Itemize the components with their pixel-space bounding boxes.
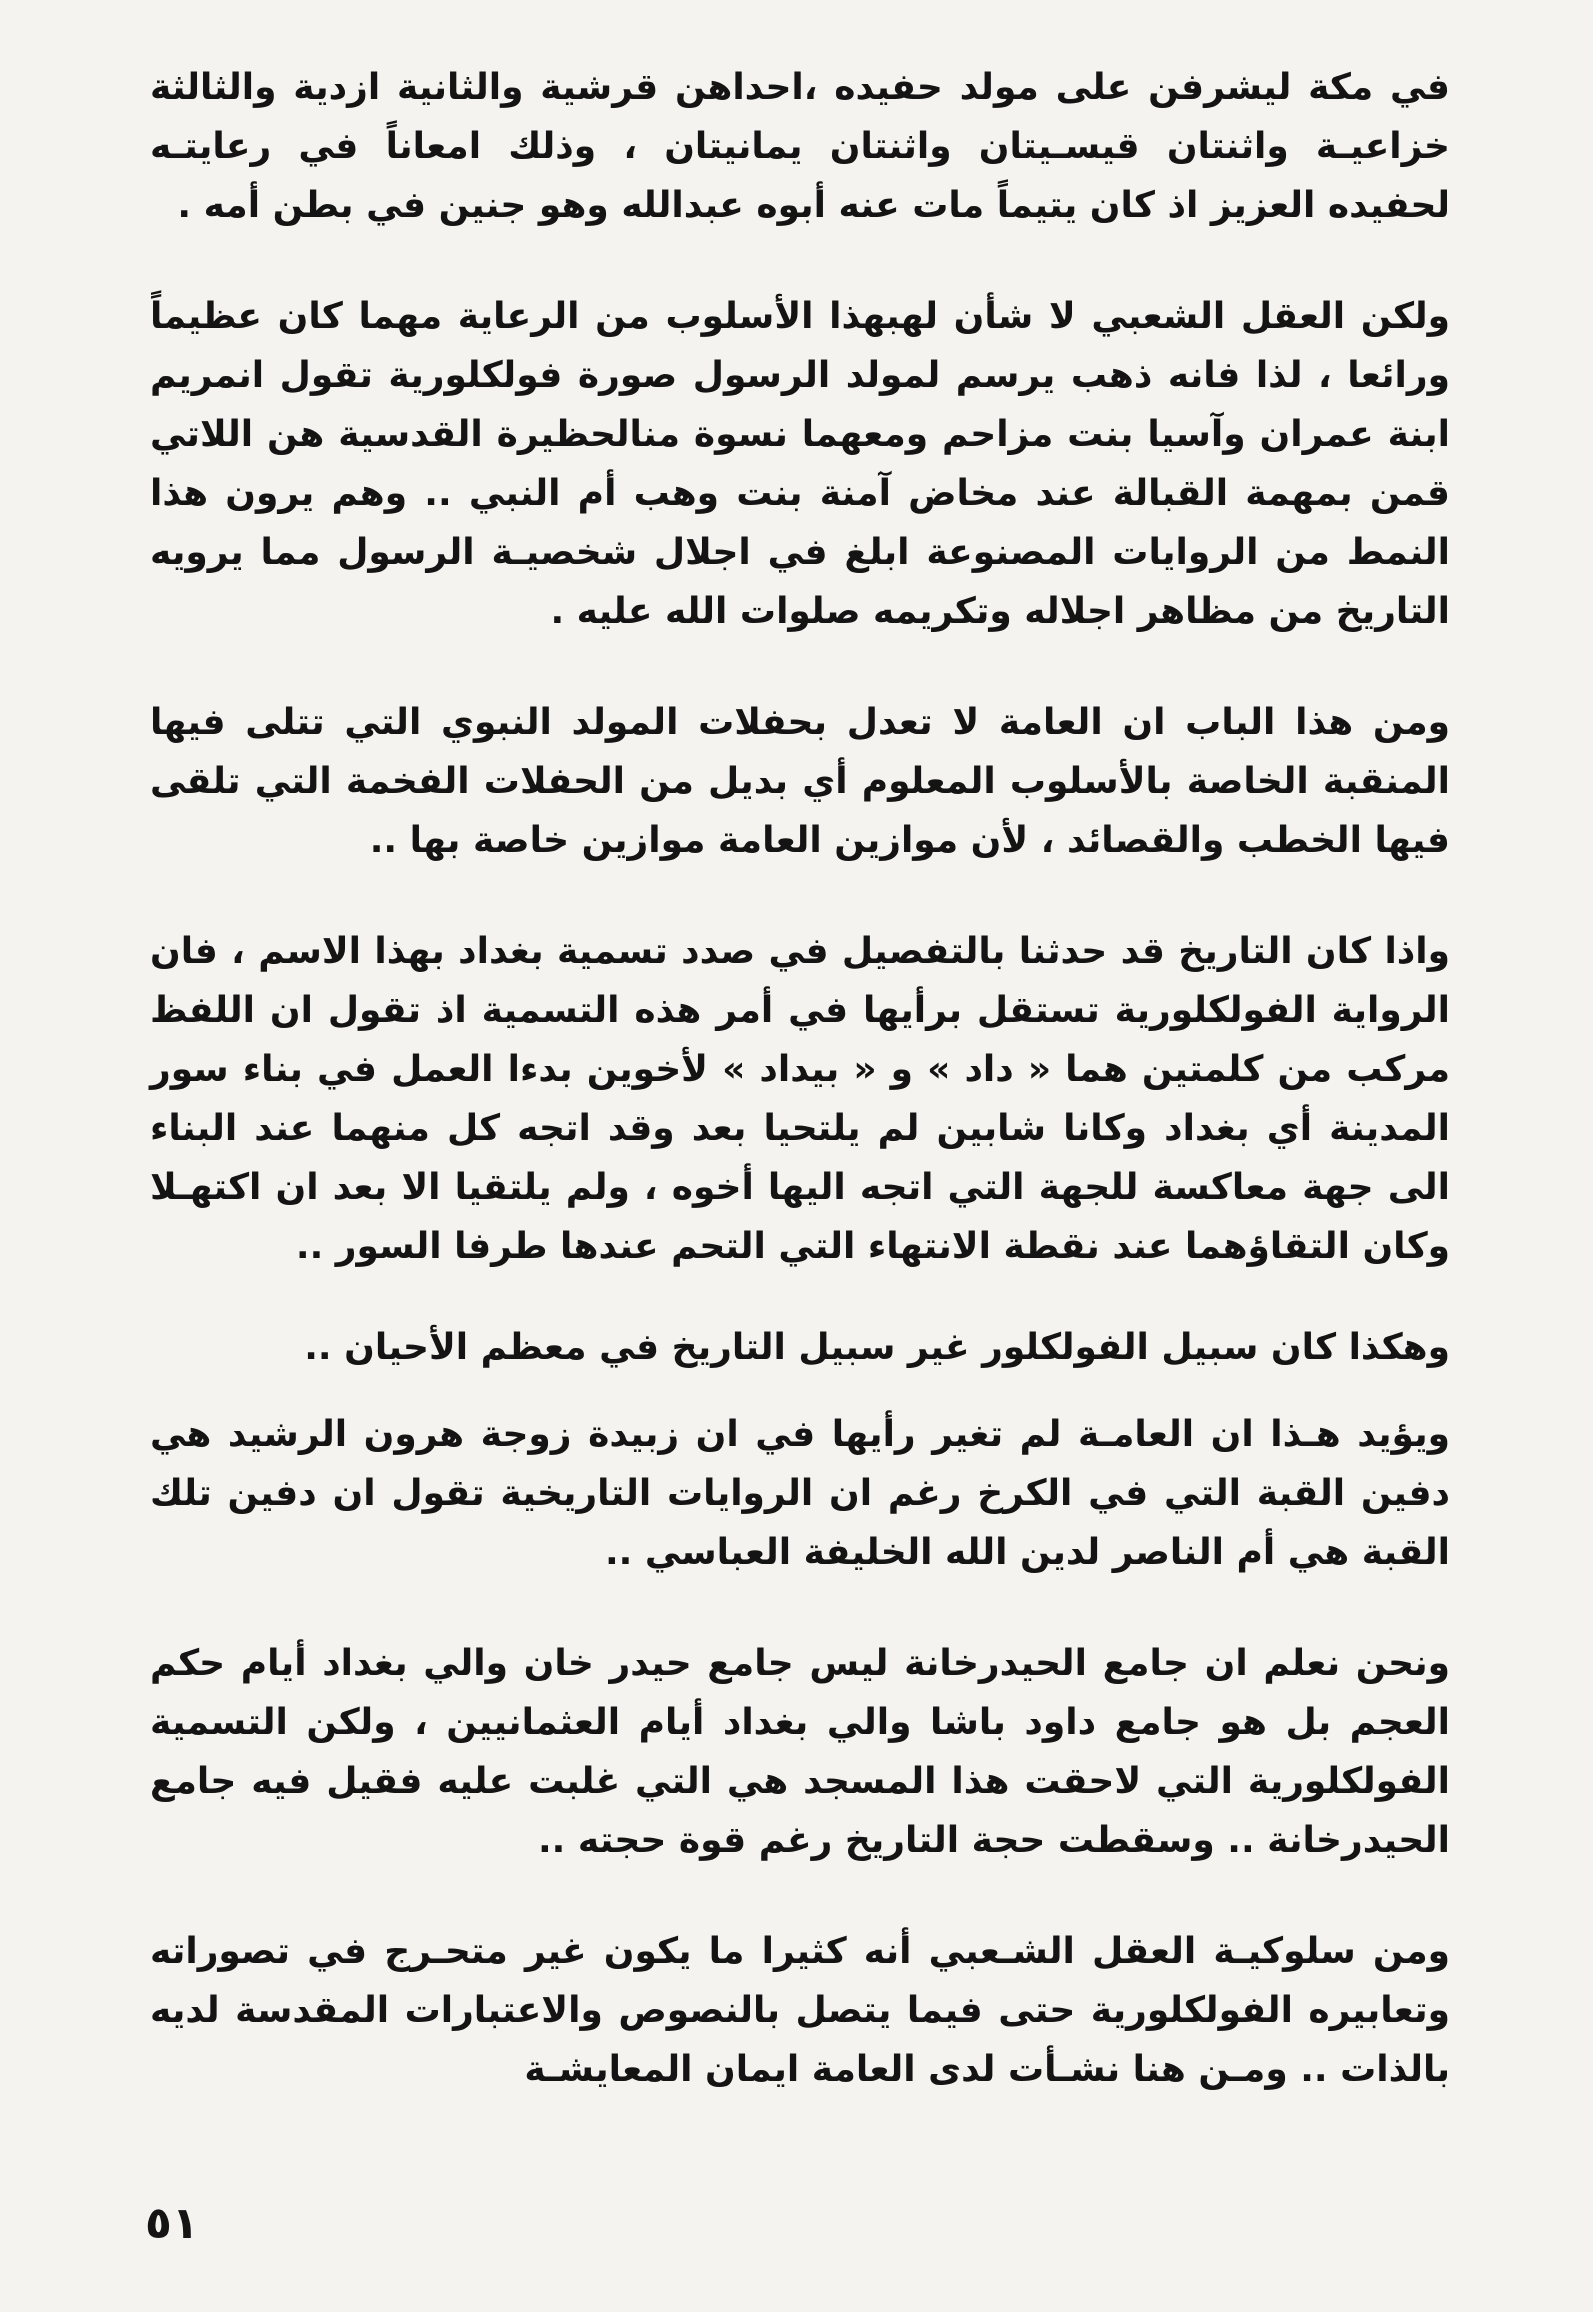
- paragraph-6: ويؤيد هـذا ان العامـة لم تغير رأيها في ان زبيدة زوجة هرون الرشيد هي دفين القبة التي في الكرخ رغم ان الروايات التاريخية تقول ان دفين تلك القبة هي أم الناصر لدين الله الخليفة العباسي ..: [150, 1414, 1450, 1573]
- paragraph-gap: [150, 870, 1450, 922]
- paragraph-3: ومن هذا الباب ان العامة لا تعدل بحفلات المولد النبوي التي تتلى فيها المنقبة الخاصة بالأسلوب المعلوم أي بديل من الحفلات الفخمة التي تلقى فيها الخطب والقصائد ، لأن موازين العامة موازين خاصة بها ..: [150, 702, 1450, 861]
- paragraph-gap: [150, 641, 1450, 693]
- page-number: ٥١: [145, 2198, 199, 2249]
- paragraph-gap: [150, 1582, 1450, 1634]
- paragraph-7: ونحن نعلم ان جامع الحيدرخانة ليس جامع حيدر خان والي بغداد أيام حكم العجم بل هو جامع داود باشا والي بغداد أيام العثمانيين ، ولكن التسمية الفولكلورية التي لاحقت هذا المسجد هي التي غلبت عليه فقيل فيه جامع الحيدرخانة .. وسقطت حجة التاريخ رغم قوة حجته ..: [150, 1643, 1450, 1861]
- paragraph-gap: [150, 1276, 1450, 1318]
- paragraph-1: في مكة ليشرفن على مولد حفيده ،احداهن قرشية والثانية ازدية والثالثة خزاعيـة واثنتان قيسـيتان واثنتان يمانيتان ، وذلك امعاناً في رعايتـه لحفيده العزيز اذ كان يتيماً مات عنه أبوه عبدالله وهو جنين في بطن أمه .: [150, 67, 1450, 226]
- paragraph-8: ومن سلوكيـة العقل الشـعبي أنه كثيرا ما يكون غير متحـرج في تصوراته وتعابيره الفولكلورية حتى فيما يتصل بالنصوص والاعتبارات المقدسة لديه بالذات .. ومـن هنا نشـأت لدى العامة ايمان المعايشـة: [150, 1931, 1450, 2090]
- paragraph-5: وهكذا كان سبيل الفولكلور غير سبيل التاريخ في معظم الأحيان ..: [304, 1327, 1450, 1368]
- paragraph-gap: [150, 235, 1450, 287]
- paragraph-2: ولكن العقل الشعبي لا شأن لهبهذا الأسلوب من الرعاية مهما كان عظيماً ورائعا ، لذا فانه ذهب يرسم لمولد الرسول صورة فولكلورية تقول انمريم ابنة عمران وآسيا بنت مزاحم ومعهما نسوة منالحظيرة القدسية هن اللاتي قمن بمهمة القبالة عند مخاض آمنة بنت وهب أم النبي .. وهم يرون هذا النمط من الروايات المصنوعة ابلغ في اجلال شخصيـة الرسول مما يرويه التاريخ من مظاهر اجلاله وتكريمه صلوات الله عليه .: [150, 296, 1450, 632]
- body-text: [150, 58, 1450, 2099]
- paragraph-gap: [150, 1870, 1450, 1922]
- paragraph-gap: [150, 1377, 1450, 1405]
- paragraph-4: واذا كان التاريخ قد حدثنا بالتفصيل في صدد تسمية بغداد بهذا الاسم ، فان الرواية الفولكلورية تستقل برأيها في أمر هذه التسمية اذ تقول ان اللفظ مركب من كلمتين هما « داد » و « بيداد » لأخوين بدءا العمل في بناء سور المدينة أي بغداد وكانا شابين لم يلتحيا بعد وقد اتجه كل منهما عند البناء الى جهة معاكسة للجهة التي اتجه اليها أخوه ، ولم يلتقيا الا بعد ان اكتهـلا وكان التقاؤهما عند نقطة الانتهاء التي التحم عندها طرفا السور ..: [150, 931, 1450, 1267]
